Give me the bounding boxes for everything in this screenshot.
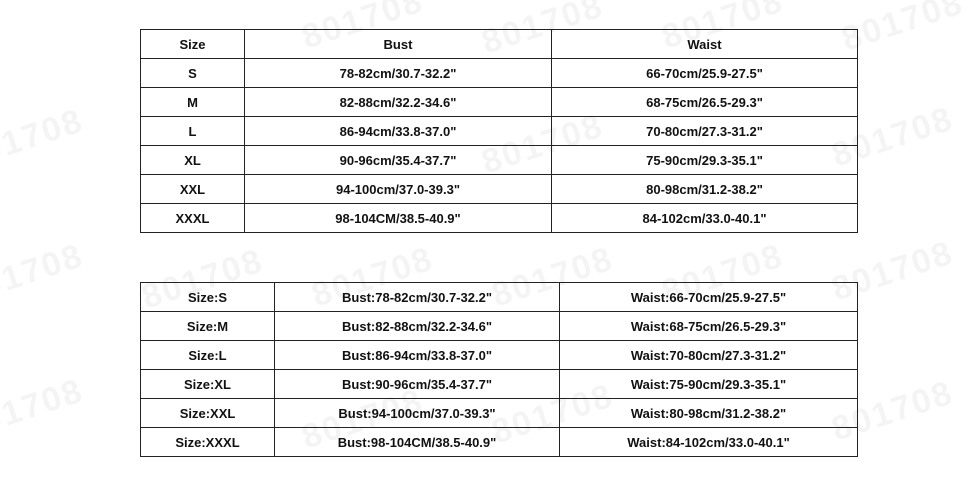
table-row [141, 283, 858, 312]
size-cell: Size:M [141, 312, 275, 341]
table-row [141, 399, 858, 428]
size-cell: XXL [141, 175, 245, 204]
waist-cell: Waist:80-98cm/31.2-38.2" [560, 399, 858, 428]
size-cell: L [141, 117, 245, 146]
size-chart-table-labeled [140, 282, 858, 457]
waist-cell: 84-102cm/33.0-40.1" [552, 204, 858, 233]
watermark [0, 102, 88, 178]
table-row [141, 175, 858, 204]
bust-cell: 98-104CM/38.5-40.9" [245, 204, 552, 233]
watermark [0, 237, 88, 313]
table-row [141, 117, 858, 146]
waist-cell: 70-80cm/27.3-31.2" [552, 117, 858, 146]
size-cell: Size:XL [141, 370, 275, 399]
size-cell: M [141, 88, 245, 117]
bust-cell: 78-82cm/30.7-32.2" [245, 59, 552, 88]
bust-cell: Bust:90-96cm/35.4-37.7" [275, 370, 560, 399]
table-row [141, 146, 858, 175]
bust-cell: Bust:94-100cm/37.0-39.3" [275, 399, 560, 428]
size-cell: S [141, 59, 245, 88]
watermark [0, 372, 88, 448]
column-header-bust: Bust [245, 30, 552, 59]
column-header-size: Size [141, 30, 245, 59]
table-row [141, 341, 858, 370]
size-cell: XXXL [141, 204, 245, 233]
size-chart-table [140, 29, 858, 233]
table-row [141, 59, 858, 88]
bust-cell: 94-100cm/37.0-39.3" [245, 175, 552, 204]
table-row [141, 312, 858, 341]
bust-cell: 86-94cm/33.8-37.0" [245, 117, 552, 146]
bust-cell: 90-96cm/35.4-37.7" [245, 146, 552, 175]
size-cell: Size:S [141, 283, 275, 312]
column-header-waist: Waist [552, 30, 858, 59]
waist-cell: Waist:84-102cm/33.0-40.1" [560, 428, 858, 457]
table-row [141, 204, 858, 233]
waist-cell: 66-70cm/25.9-27.5" [552, 59, 858, 88]
table-row [141, 88, 858, 117]
size-cell: Size:XXL [141, 399, 275, 428]
waist-cell: Waist:68-75cm/26.5-29.3" [560, 312, 858, 341]
waist-cell: Waist:70-80cm/27.3-31.2" [560, 341, 858, 370]
waist-cell: Waist:75-90cm/29.3-35.1" [560, 370, 858, 399]
bust-cell: Bust:86-94cm/33.8-37.0" [275, 341, 560, 370]
waist-cell: 75-90cm/29.3-35.1" [552, 146, 858, 175]
bust-cell: 82-88cm/32.2-34.6" [245, 88, 552, 117]
size-cell: Size:XXXL [141, 428, 275, 457]
bust-cell: Bust:82-88cm/32.2-34.6" [275, 312, 560, 341]
size-cell: XL [141, 146, 245, 175]
waist-cell: 80-98cm/31.2-38.2" [552, 175, 858, 204]
table-row [141, 370, 858, 399]
size-cell: Size:L [141, 341, 275, 370]
bust-cell: Bust:78-82cm/30.7-32.2" [275, 283, 560, 312]
waist-cell: 68-75cm/26.5-29.3" [552, 88, 858, 117]
table-row [141, 428, 858, 457]
waist-cell: Waist:66-70cm/25.9-27.5" [560, 283, 858, 312]
table-header-row [141, 30, 858, 59]
bust-cell: Bust:98-104CM/38.5-40.9" [275, 428, 560, 457]
